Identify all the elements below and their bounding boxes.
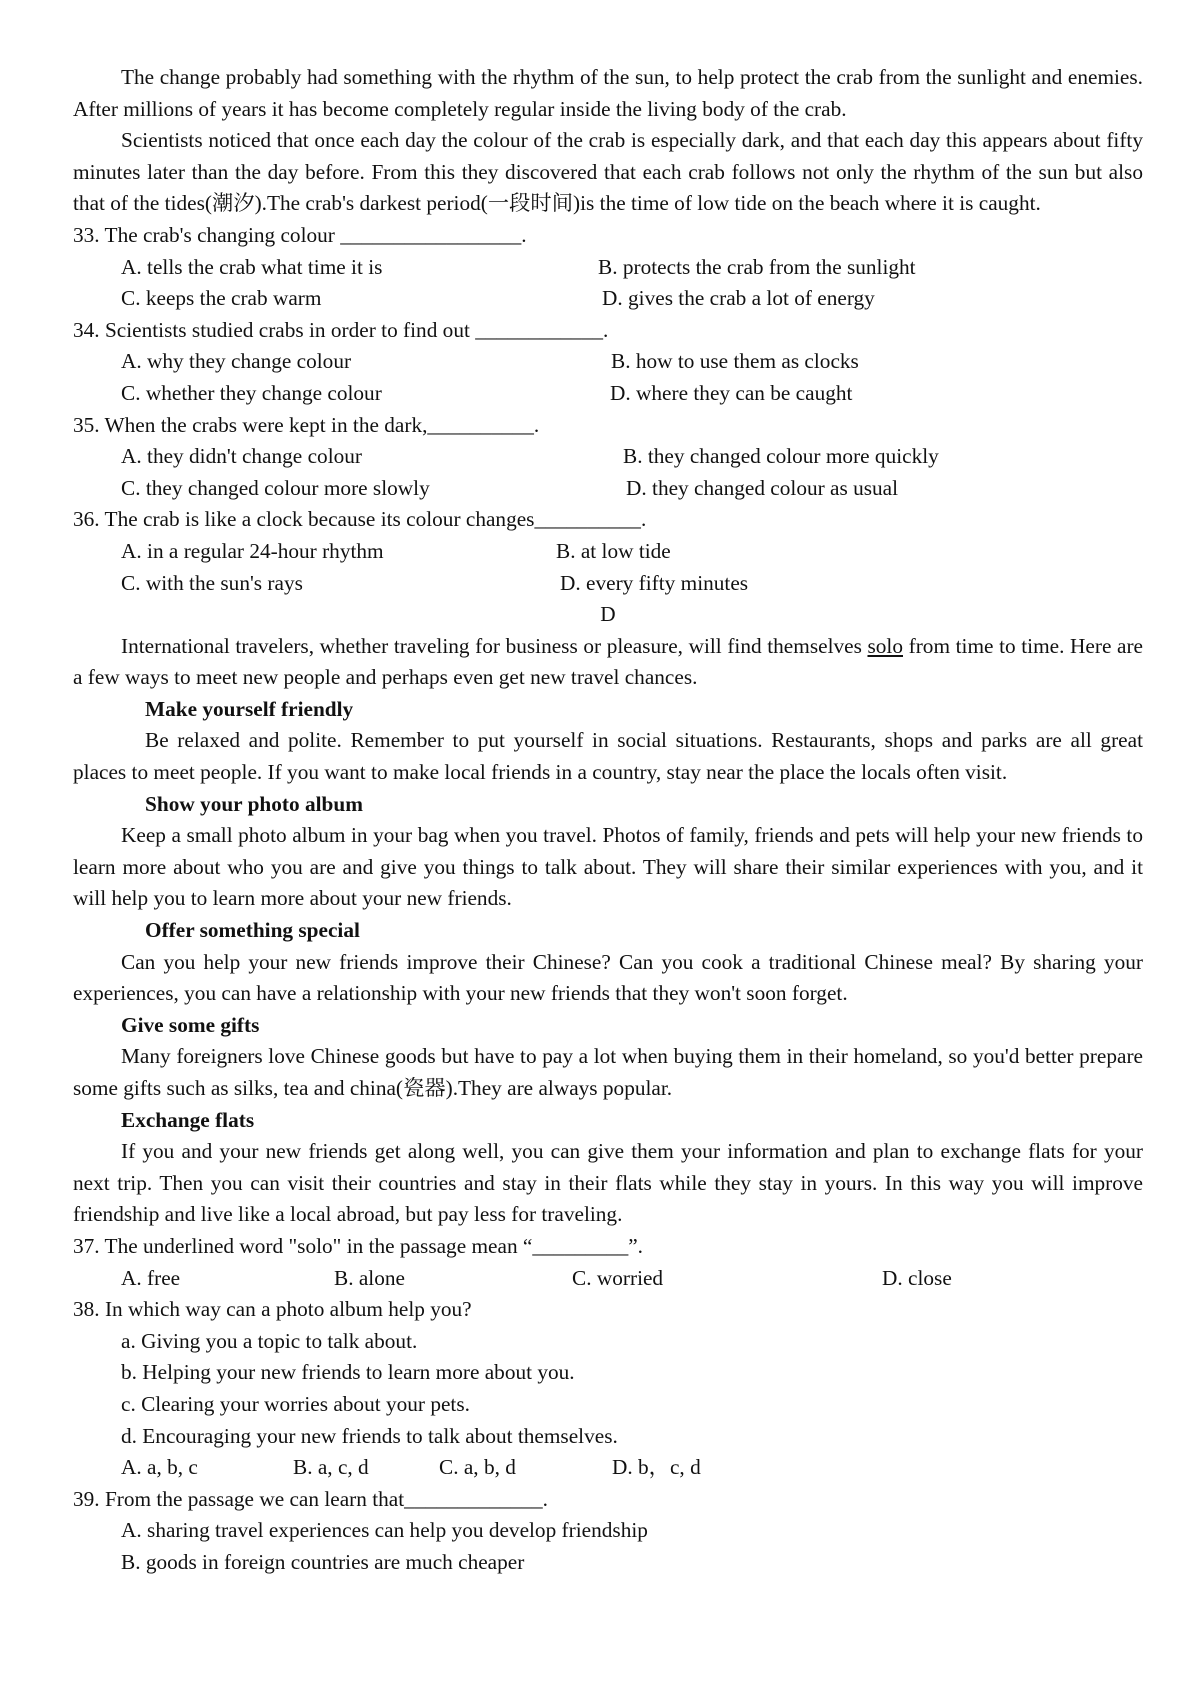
heading-show-photo-album: Show your photo album [145, 791, 363, 816]
question-34-options-row-2 [73, 378, 1143, 410]
option-d: D. they changed colour as usual [626, 475, 899, 500]
question-39-option-a: A. sharing travel experiences can help you develop friendship [121, 1518, 648, 1543]
option-a: A. why they change colour [121, 349, 352, 374]
question-35-stem: 35. When the crabs were kept in the dark,__________. [73, 412, 540, 437]
option-b: B. protects the crab from the sunlight [598, 254, 916, 279]
question-35-options-row-2 [73, 473, 1143, 505]
heading-give-some-gifts: Give some gifts [121, 1012, 260, 1037]
question-34-stem: 34. Scientists studied crabs in order to find out ____________. [73, 317, 609, 342]
question-38-options [73, 1452, 1143, 1484]
option-b: B. they changed colour more quickly [623, 444, 939, 469]
question-38-item-b: b. Helping your new friends to learn more about you. [121, 1360, 575, 1385]
exam-page [73, 62, 1143, 1579]
passage-d-paragraph-4: Many foreigners love Chinese goods but have to pay a lot when buying them in their homeland, so you'd better prepare some gifts such as silks, tea and china(瓷器).They are always popular. [73, 1044, 1143, 1100]
question-39-stem: 39. From the passage we can learn that_____________. [73, 1486, 548, 1511]
question-38-item-d: d. Encouraging your new friends to talk about themselves. [121, 1423, 618, 1448]
passage-d-paragraph-2: Keep a small photo album in your bag when you travel. Photos of family, friends and pets will help your new friends to learn more about who you are and give you things to talk about. They will share their similar experiences with you, and it will help you to learn more about your new friends. [73, 823, 1143, 911]
section-d-label: D [600, 602, 616, 627]
question-34-options-row-1 [73, 346, 1143, 378]
option-d: D. every fifty minutes [560, 570, 749, 595]
question-36-stem: 36. The crab is like a clock because its colour changes__________. [73, 507, 647, 532]
option-c: C. keeps the crab warm [121, 286, 322, 311]
option-c: C. whether they change colour [121, 380, 382, 405]
option-d: D. close [882, 1265, 952, 1290]
passage-c-paragraph-1: The change probably had something with the rhythm of the sun, to help protect the crab from the sunlight and enemies. After millions of years it has become completely regular inside the living body of the crab. [73, 65, 1143, 121]
option-b: B. alone [334, 1265, 405, 1290]
question-35-options-row-1 [73, 441, 1143, 473]
question-37-options [73, 1263, 1143, 1295]
heading-exchange-flats: Exchange flats [121, 1107, 255, 1132]
heading-offer-something-special: Offer something special [145, 918, 360, 943]
question-37-stem: 37. The underlined word "solo" in the passage mean “_________”. [73, 1233, 643, 1258]
option-b: B. a, c, d [293, 1455, 369, 1480]
option-a: A. tells the crab what time it is [121, 254, 383, 279]
question-33-stem: 33. The crab's changing colour _________________. [73, 222, 527, 247]
question-33-options-row-2 [73, 283, 1143, 315]
question-36-options-row-1 [73, 536, 1143, 568]
question-33-options-row-1 [73, 252, 1143, 284]
option-c: C. they changed colour more slowly [121, 475, 430, 500]
question-36-options-row-2 [73, 568, 1143, 600]
option-b: B. at low tide [556, 538, 671, 563]
option-c: C. worried [572, 1265, 664, 1290]
option-a: A. a, b, c [121, 1455, 198, 1480]
passage-d-paragraph-5: If you and your new friends get along well, you can give them your information and plan to exchange flats for your next trip. Then you can visit their countries and stay in their flats while they stay in yours. In this way you will improve friendship and live like a local abroad, but pay less for traveling. [73, 1139, 1143, 1227]
passage-d-paragraph-3: Can you help your new friends improve their Chinese? Can you cook a traditional Chinese meal? By sharing your experiences, you can have a relationship with your new friends that they won't soon forget. [73, 949, 1143, 1006]
option-c: C. a, b, d [439, 1455, 516, 1480]
option-a: A. free [121, 1265, 181, 1290]
question-38-item-a: a. Giving you a topic to talk about. [121, 1328, 418, 1353]
heading-make-yourself-friendly: Make yourself friendly [145, 696, 354, 721]
option-d: D. where they can be caught [610, 380, 853, 405]
passage-d-paragraph-1: Be relaxed and polite. Remember to put yourself in social situations. Restaurants, shops and parks are all great places to meet people. If you want to make local friends in a country, stay near the place the locals often visit. [73, 728, 1143, 785]
question-38-item-c: c. Clearing your worries about your pets. [121, 1391, 470, 1416]
option-d: D. b，c, d [612, 1455, 701, 1480]
passage-d-intro [73, 631, 1143, 694]
underlined-word-solo: solo [867, 633, 903, 658]
passage-c-paragraph-2: Scientists noticed that once each day the colour of the crab is especially dark, and that each day this appears about fifty minutes later than the day before. From this they discovered that each crab follows not only the rhythm of the sun but also that of the tides(潮汐).The crab's darkest period(一段时间)is the time of low tide on the beach where it is caught. [73, 128, 1143, 216]
intro-text-before: International travelers, whether traveling for business or pleasure, will find themselves [121, 633, 868, 658]
question-39-option-b: B. goods in foreign countries are much cheaper [121, 1549, 525, 1574]
intro-text-after: from time to time. Here are a few ways to meet new people and perhaps even get new travel chances. [73, 633, 1143, 690]
option-d: D. gives the crab a lot of energy [602, 286, 875, 311]
option-a: A. in a regular 24-hour rhythm [121, 538, 384, 563]
option-b: B. how to use them as clocks [611, 349, 859, 374]
question-38-stem: 38. In which way can a photo album help you? [73, 1297, 472, 1322]
option-c: C. with the sun's rays [121, 570, 303, 595]
option-a: A. they didn't change colour [121, 444, 362, 469]
